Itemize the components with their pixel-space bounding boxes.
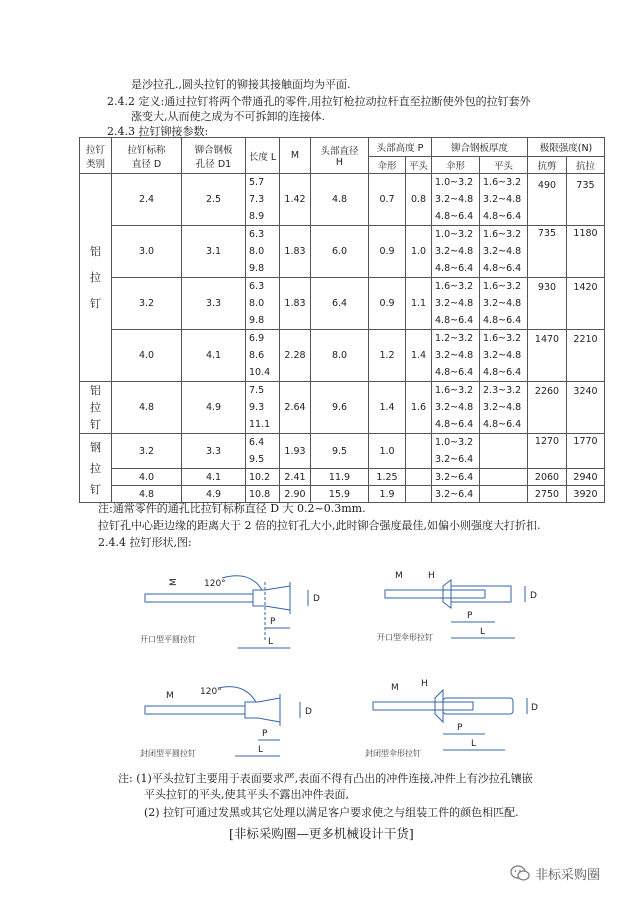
- label-h: H: [428, 571, 435, 581]
- figure-closed-countersunk-rivet: [355, 668, 540, 763]
- cell-d: 2.4: [112, 174, 182, 226]
- cell-m: 1.42: [280, 174, 311, 226]
- cell-d1: 3.3: [182, 434, 246, 469]
- rivet-mandrel: [385, 590, 485, 598]
- cell-d: 4.0: [112, 330, 182, 382]
- rivet-body: [443, 698, 513, 714]
- cell-d1: 4.1: [182, 469, 246, 486]
- cell-thickness-round: 3.2~6.4: [432, 469, 480, 486]
- figure-caption: 封闭型伞形拉钉: [365, 749, 421, 758]
- cell-p-flat: [406, 486, 432, 503]
- cell-p-flat: 1.4: [406, 330, 432, 382]
- label-m: M: [391, 683, 399, 693]
- cell-d1: 3.1: [182, 226, 246, 278]
- cell-length: 6.3 8.0 9.8: [246, 226, 280, 278]
- cell-p-flat: [406, 469, 432, 486]
- label-m: M: [169, 578, 179, 586]
- cell-length: 10.2: [246, 469, 280, 486]
- label-d: D: [305, 707, 312, 717]
- figure-caption: 开口型平圆拉钉: [140, 635, 196, 644]
- label-p: P: [457, 723, 463, 733]
- label-l: L: [268, 637, 274, 647]
- watermark: [510, 864, 600, 883]
- cell-d1: 4.1: [182, 330, 246, 382]
- table-row: [80, 278, 605, 330]
- footnote-1-line-2: 平头拉钉的平头,使其平头不露出冲件表面,: [144, 788, 349, 801]
- cell-h: 8.0: [311, 330, 369, 382]
- cell-d1: 3.3: [182, 278, 246, 330]
- header-rivet-type: 拉钉 类别: [80, 138, 112, 174]
- cell-tensile: 735: [567, 174, 605, 226]
- cell-tensile: 3920: [567, 486, 605, 503]
- subheader-tensile: 抗拉: [567, 157, 605, 174]
- note-hole-size: 注:通常零件的通孔比拉钉标称直径 D 大 0.2~0.3mm.: [98, 502, 366, 515]
- note-edge-distance: 拉钉孔中心距边缘的距离大于 2 倍的拉钉孔大小,此时铆合强度最佳,如偏小则强度大打折扣.: [98, 519, 541, 532]
- label-l: L: [471, 739, 477, 749]
- cell-m: 1.83: [280, 278, 311, 330]
- header-plate-thickness: 铆合钢板厚度: [432, 138, 528, 157]
- cell-d1: 4.9: [182, 382, 246, 434]
- cell-p-round: 0.9: [369, 226, 406, 278]
- cell-d1: 2.5: [182, 174, 246, 226]
- cell-tensile: 1770: [567, 434, 605, 469]
- cell-thickness-flat: 1.6~3.2 3.2~4.8 4.8~6.4: [480, 226, 528, 278]
- cell-h: 6.4: [311, 278, 369, 330]
- cell-p-round: 1.0: [369, 434, 406, 469]
- params-heading: 2.4.3 拉钉铆接参数:: [107, 125, 209, 138]
- definition-line-2: 涨变大,从而使之成为不可拆卸的连接体.: [131, 110, 325, 123]
- cell-p-round: 0.7: [369, 174, 406, 226]
- cell-d: 3.2: [112, 278, 182, 330]
- cell-h: 6.0: [311, 226, 369, 278]
- angle-arc: [222, 576, 262, 590]
- rivet-parameter-table: [79, 137, 605, 503]
- figure-open-countersunk-rivet: [355, 560, 540, 655]
- cell-m: 1.93: [280, 434, 311, 469]
- subheader-flat: 平头: [480, 157, 528, 174]
- cell-length: 5.7 7.3 8.9: [246, 174, 280, 226]
- header-length: 长度 L: [246, 138, 280, 174]
- subheader-round: 伞形: [432, 157, 480, 174]
- cell-length: 6.4 9.5: [246, 434, 280, 469]
- cell-thickness-flat: [480, 469, 528, 486]
- label-h: H: [421, 679, 428, 689]
- label-angle: 120°: [200, 687, 222, 697]
- label-l: L: [480, 627, 486, 637]
- shape-heading: 2.4.4 拉钉形状,图:: [98, 536, 192, 549]
- cell-thickness-flat: [480, 434, 528, 469]
- cell-h: 9.5: [311, 434, 369, 469]
- label-d: D: [531, 703, 538, 713]
- rivet-mandrel: [373, 702, 473, 710]
- figure-caption: 开口型伞形拉钉: [377, 633, 433, 642]
- cell-thickness-flat: 1.6~3.2 3.2~4.8 4.8~6.4: [480, 278, 528, 330]
- cell-shear: 2060: [528, 469, 567, 486]
- label-p: P: [262, 729, 268, 739]
- cell-thickness-round: 1.2~3.2 3.2~4.8 4.8~6.4: [432, 330, 480, 382]
- cell-p-round: 0.9: [369, 278, 406, 330]
- cell-h: 11.9: [311, 469, 369, 486]
- subheader-round: 伞形: [369, 157, 406, 174]
- cell-d1: 4.9: [182, 486, 246, 503]
- cell-length: 6.3 8.0 9.8: [246, 278, 280, 330]
- figure-open-flat-rivet: [140, 560, 325, 655]
- label-p: P: [270, 617, 276, 627]
- cell-h: 9.6: [311, 382, 369, 434]
- cell-tensile: 3240: [567, 382, 605, 434]
- cell-p-flat: 1.6: [406, 382, 432, 434]
- table-row: [80, 434, 605, 469]
- table-row: [80, 486, 605, 503]
- cell-length: 10.8: [246, 486, 280, 503]
- cell-length: 6.9 8.6 10.4: [246, 330, 280, 382]
- category-aluminum-rivet: 铝 拉 钉: [80, 382, 112, 434]
- watermark-text: 非标采购圈: [535, 868, 601, 883]
- cell-m: 1.83: [280, 226, 311, 278]
- footnote-2: (2) 拉钉可通过发黑或其它处理以满足客户要求使之与组装工件的颜色相匹配.: [144, 806, 519, 819]
- cell-p-flat: 1.1: [406, 278, 432, 330]
- cell-d: 4.8: [112, 486, 182, 503]
- table-row: [80, 174, 605, 226]
- cell-p-round: 1.2: [369, 330, 406, 382]
- header-strength: 极限强度(N): [528, 138, 605, 157]
- angle-arc: [218, 687, 256, 702]
- header-head-height: 头部高度 P: [369, 138, 432, 157]
- cell-p-flat: 1.0: [406, 226, 432, 278]
- cell-m: 2.64: [280, 382, 311, 434]
- cell-m: 2.41: [280, 469, 311, 486]
- rivet-body: [253, 586, 290, 610]
- label-m: M: [395, 571, 403, 581]
- cell-shear: 735: [528, 226, 567, 278]
- cell-d: 3.0: [112, 226, 182, 278]
- rivet-body: [245, 698, 280, 722]
- category-aluminum-rivet: 铝 拉 钉: [80, 174, 112, 382]
- cell-shear: 490: [528, 174, 567, 226]
- cell-d: 4.0: [112, 469, 182, 486]
- cell-p-flat: 0.8: [406, 174, 432, 226]
- cell-thickness-round: 1.0~3.2 3.2~6.4: [432, 434, 480, 469]
- cell-shear: 1270: [528, 434, 567, 469]
- rivet-mandrel: [145, 706, 245, 714]
- cell-h: 15.9: [311, 486, 369, 503]
- table-row: [80, 226, 605, 278]
- cell-tensile: 2940: [567, 469, 605, 486]
- cell-p-round: 1.25: [369, 469, 406, 486]
- cell-thickness-flat: [480, 486, 528, 503]
- cell-thickness-round: 1.0~3.2 3.2~4.8 4.8~6.4: [432, 174, 480, 226]
- cell-thickness-flat: 2.3~3.2 3.2~4.8 4.8~6.4: [480, 382, 528, 434]
- bottom-banner: [非标采购圈—更多机械设计干货]: [229, 826, 414, 841]
- cell-tensile: 2210: [567, 330, 605, 382]
- cell-d: 4.8: [112, 382, 182, 434]
- cell-thickness-round: 1.6~3.2 3.2~4.8 4.8~6.4: [432, 382, 480, 434]
- cell-shear: 1470: [528, 330, 567, 382]
- figure-caption: 封闭型平圆拉钉: [140, 749, 196, 758]
- rivet-mandrel: [145, 594, 253, 602]
- cell-thickness-round: 1.0~3.2 3.2~4.8 4.8~6.4: [432, 226, 480, 278]
- cell-shear: 930: [528, 278, 567, 330]
- table-row: [80, 469, 605, 486]
- intro-line: 是沙拉孔.,圆头拉钉的铆接其接触面均为平面.: [131, 78, 351, 91]
- cell-m: 2.28: [280, 330, 311, 382]
- header-m: M: [280, 138, 311, 174]
- rivet-body: [451, 586, 511, 602]
- definition-line-1: 2.4.2 定义:通过拉钉将两个带通孔的零件,用拉钉枪拉动拉杆直至拉断使外包的拉钉套外: [107, 95, 531, 108]
- figure-closed-flat-rivet: [140, 668, 325, 763]
- table-row: [80, 330, 605, 382]
- header-hole-diameter: 铆合钢板 孔径 D1: [182, 138, 246, 174]
- header-head-diameter: 头部直径 H: [311, 138, 369, 174]
- wechat-icon: [510, 865, 530, 882]
- label-d: D: [313, 594, 320, 604]
- rivet-head: [443, 580, 451, 608]
- header-nominal-diameter: 拉钉标称 直径 D: [112, 138, 182, 174]
- cell-thickness-round: 3.2~6.4: [432, 486, 480, 503]
- cell-d: 3.2: [112, 434, 182, 469]
- label-m: M: [166, 691, 174, 701]
- subheader-flat: 平头: [406, 157, 432, 174]
- cell-thickness-round: 1.6~3.2 3.2~4.8 4.8~6.4: [432, 278, 480, 330]
- cell-m: 2.90: [280, 486, 311, 503]
- cell-length: 7.5 9.3 11.1: [246, 382, 280, 434]
- label-d: D: [530, 591, 537, 601]
- label-p: P: [467, 611, 473, 621]
- cell-p-flat: [406, 434, 432, 469]
- cell-h: 4.8: [311, 174, 369, 226]
- table-row: [80, 382, 605, 434]
- cell-tensile: 1180: [567, 226, 605, 278]
- label-l: L: [258, 745, 264, 755]
- cell-p-round: 1.4: [369, 382, 406, 434]
- footnote-1-line-1: 注: (1)平头拉钉主要用于表面要求严,表面不得有凸出的冲件连接,冲件上有沙拉孔镶嵌: [118, 772, 533, 785]
- cell-shear: 2260: [528, 382, 567, 434]
- category-steel-rivet: 钢 拉 钉: [80, 434, 112, 503]
- rivet-head: [435, 690, 443, 722]
- cell-thickness-flat: 1.6~3.2 3.2~4.8 4.8~6.4: [480, 330, 528, 382]
- subheader-shear: 抗剪: [528, 157, 567, 174]
- cell-shear: 2750: [528, 486, 567, 503]
- cell-thickness-flat: 1.6~3.2 3.2~4.8 4.8~6.4: [480, 174, 528, 226]
- cell-p-round: 1.9: [369, 486, 406, 503]
- cell-tensile: 1420: [567, 278, 605, 330]
- label-angle: 120°: [204, 579, 226, 589]
